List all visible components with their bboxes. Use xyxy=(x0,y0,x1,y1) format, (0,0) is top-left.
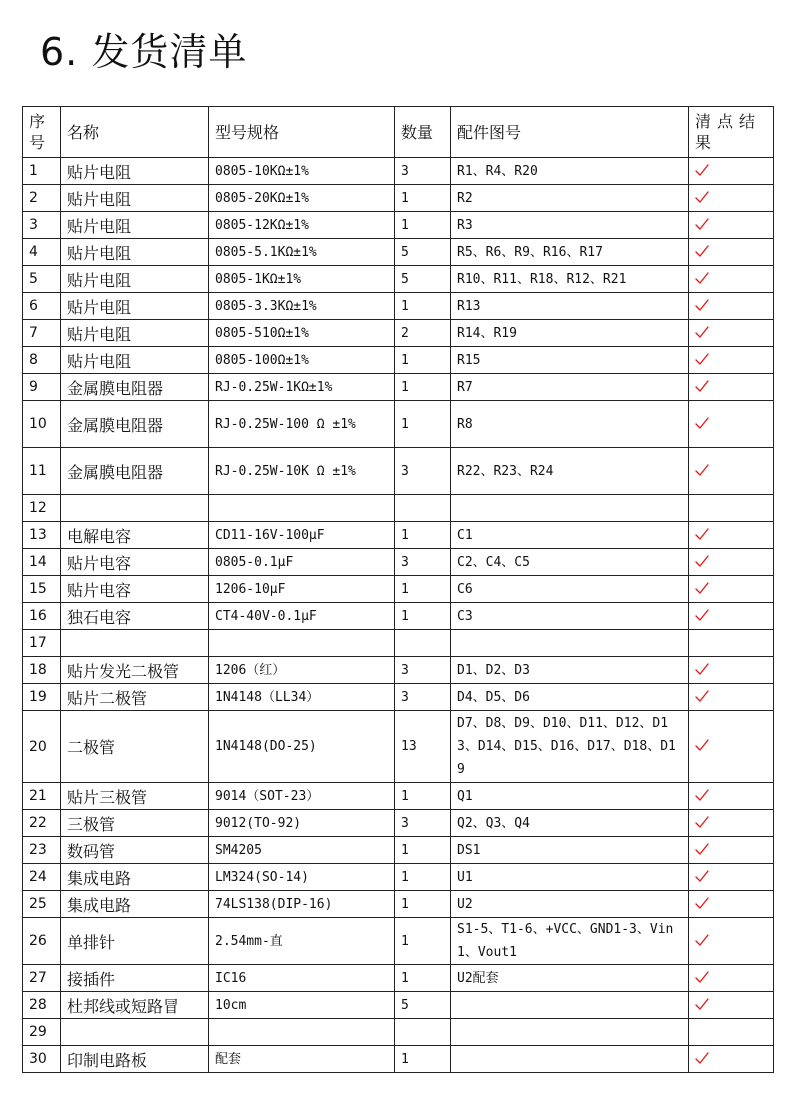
row-check-result xyxy=(689,185,774,212)
checkmark-icon xyxy=(695,271,709,285)
row-index: 12 xyxy=(23,495,61,522)
row-quantity: 3 xyxy=(395,684,451,711)
row-model: 0805-510Ω±1% xyxy=(209,320,395,347)
table-row xyxy=(23,185,774,212)
row-index: 18 xyxy=(23,657,61,684)
row-check-result xyxy=(689,522,774,549)
row-parts: R2 xyxy=(451,185,689,212)
row-model xyxy=(209,1019,395,1046)
row-quantity: 1 xyxy=(395,891,451,918)
row-name: 金属膜电阻器 xyxy=(61,448,209,495)
row-parts: C3 xyxy=(451,603,689,630)
checkmark-icon xyxy=(695,163,709,177)
row-quantity: 1 xyxy=(395,603,451,630)
header-index: 序号 xyxy=(23,107,61,158)
row-model: CT4-40V-0.1μF xyxy=(209,603,395,630)
header-name: 名称 xyxy=(61,107,209,158)
checkmark-icon xyxy=(695,325,709,339)
row-model: 0805-1KΩ±1% xyxy=(209,266,395,293)
checkmark-icon xyxy=(695,1051,709,1065)
row-parts: R15 xyxy=(451,347,689,374)
row-check-result xyxy=(689,320,774,347)
row-index: 29 xyxy=(23,1019,61,1046)
row-quantity: 1 xyxy=(395,783,451,810)
row-parts xyxy=(451,630,689,657)
row-index: 5 xyxy=(23,266,61,293)
table-row xyxy=(23,239,774,266)
row-check-result xyxy=(689,495,774,522)
table-row xyxy=(23,293,774,320)
row-quantity: 1 xyxy=(395,837,451,864)
row-quantity: 3 xyxy=(395,810,451,837)
row-model: SM4205 xyxy=(209,837,395,864)
row-quantity: 1 xyxy=(395,1046,451,1073)
row-parts: U1 xyxy=(451,864,689,891)
row-index: 7 xyxy=(23,320,61,347)
table-row xyxy=(23,1046,774,1073)
row-model: 9012(TO-92) xyxy=(209,810,395,837)
row-quantity: 3 xyxy=(395,158,451,185)
row-name: 贴片电容 xyxy=(61,576,209,603)
row-name: 贴片电阻 xyxy=(61,347,209,374)
row-name: 贴片电阻 xyxy=(61,320,209,347)
checkmark-icon xyxy=(695,527,709,541)
table-row xyxy=(23,522,774,549)
row-quantity: 1 xyxy=(395,576,451,603)
row-model: 0805-20KΩ±1% xyxy=(209,185,395,212)
checkmark-icon xyxy=(695,352,709,366)
row-check-result xyxy=(689,783,774,810)
row-index: 3 xyxy=(23,212,61,239)
table-row xyxy=(23,810,774,837)
checkmark-icon xyxy=(695,933,709,947)
row-index: 9 xyxy=(23,374,61,401)
row-model: 1206（红） xyxy=(209,657,395,684)
row-check-result xyxy=(689,266,774,293)
row-quantity xyxy=(395,1019,451,1046)
row-model xyxy=(209,495,395,522)
row-check-result xyxy=(689,347,774,374)
row-quantity: 1 xyxy=(395,918,451,965)
row-quantity: 1 xyxy=(395,965,451,992)
row-parts: R3 xyxy=(451,212,689,239)
row-model: 1N4148(DO-25) xyxy=(209,711,395,783)
row-name: 贴片电阻 xyxy=(61,239,209,266)
row-check-result xyxy=(689,711,774,783)
table-row xyxy=(23,711,774,783)
row-quantity: 1 xyxy=(395,212,451,239)
checkmark-icon xyxy=(695,869,709,883)
row-index: 2 xyxy=(23,185,61,212)
header-quantity: 数量 xyxy=(395,107,451,158)
row-check-result xyxy=(689,212,774,239)
row-name: 贴片电阻 xyxy=(61,266,209,293)
row-index: 10 xyxy=(23,401,61,448)
row-check-result xyxy=(689,992,774,1019)
row-model: 9014（SOT-23） xyxy=(209,783,395,810)
row-parts xyxy=(451,495,689,522)
table-row xyxy=(23,684,774,711)
row-model: 0805-5.1KΩ±1% xyxy=(209,239,395,266)
row-name: 印制电路板 xyxy=(61,1046,209,1073)
row-check-result xyxy=(689,576,774,603)
checkmark-icon xyxy=(695,997,709,1011)
table-row xyxy=(23,576,774,603)
row-parts xyxy=(451,992,689,1019)
table-row xyxy=(23,603,774,630)
row-index: 20 xyxy=(23,711,61,783)
row-name: 贴片电阻 xyxy=(61,293,209,320)
row-quantity: 13 xyxy=(395,711,451,783)
row-parts: U2 xyxy=(451,891,689,918)
row-check-result xyxy=(689,810,774,837)
table-row xyxy=(23,158,774,185)
row-index: 24 xyxy=(23,864,61,891)
row-model: 10cm xyxy=(209,992,395,1019)
row-parts: R7 xyxy=(451,374,689,401)
row-check-result xyxy=(689,965,774,992)
row-parts: S1-5、T1-6、+VCC、GND1-3、Vin1、Vout1 xyxy=(451,918,689,965)
table-row xyxy=(23,347,774,374)
shipping-list-table xyxy=(22,106,774,1073)
row-name: 二极管 xyxy=(61,711,209,783)
row-check-result xyxy=(689,630,774,657)
checkmark-icon xyxy=(695,463,709,477)
row-parts: R14、R19 xyxy=(451,320,689,347)
row-quantity: 3 xyxy=(395,448,451,495)
row-name: 三极管 xyxy=(61,810,209,837)
checkmark-icon xyxy=(695,896,709,910)
row-parts: U2配套 xyxy=(451,965,689,992)
row-model: 0805-3.3KΩ±1% xyxy=(209,293,395,320)
row-quantity: 1 xyxy=(395,864,451,891)
row-index: 25 xyxy=(23,891,61,918)
row-name: 贴片电阻 xyxy=(61,212,209,239)
checkmark-icon xyxy=(695,970,709,984)
row-check-result xyxy=(689,374,774,401)
row-name xyxy=(61,630,209,657)
row-name: 接插件 xyxy=(61,965,209,992)
table-row xyxy=(23,837,774,864)
table-row xyxy=(23,891,774,918)
row-quantity: 3 xyxy=(395,549,451,576)
table-row xyxy=(23,657,774,684)
row-parts: R13 xyxy=(451,293,689,320)
row-index: 27 xyxy=(23,965,61,992)
row-check-result xyxy=(689,684,774,711)
table-row xyxy=(23,495,774,522)
table-header-row xyxy=(23,107,774,158)
table-row xyxy=(23,374,774,401)
row-index: 26 xyxy=(23,918,61,965)
row-model: 0805-100Ω±1% xyxy=(209,347,395,374)
checkmark-icon xyxy=(695,815,709,829)
row-index: 6 xyxy=(23,293,61,320)
row-parts: Q2、Q3、Q4 xyxy=(451,810,689,837)
table-row xyxy=(23,965,774,992)
row-quantity: 3 xyxy=(395,657,451,684)
checkmark-icon xyxy=(695,842,709,856)
row-name: 集成电路 xyxy=(61,864,209,891)
row-quantity: 1 xyxy=(395,401,451,448)
row-quantity: 1 xyxy=(395,185,451,212)
row-model: RJ-0.25W-1KΩ±1% xyxy=(209,374,395,401)
row-check-result xyxy=(689,891,774,918)
row-name: 金属膜电阻器 xyxy=(61,401,209,448)
row-check-result xyxy=(689,603,774,630)
row-index: 19 xyxy=(23,684,61,711)
row-parts xyxy=(451,1046,689,1073)
row-index: 1 xyxy=(23,158,61,185)
row-name xyxy=(61,1019,209,1046)
checkmark-icon xyxy=(695,190,709,204)
row-parts: C1 xyxy=(451,522,689,549)
table-row xyxy=(23,266,774,293)
row-model: 74LS138(DIP-16) xyxy=(209,891,395,918)
row-quantity: 1 xyxy=(395,374,451,401)
row-index: 4 xyxy=(23,239,61,266)
row-quantity: 2 xyxy=(395,320,451,347)
checkmark-icon xyxy=(695,608,709,622)
row-index: 8 xyxy=(23,347,61,374)
row-model: LM324(SO-14) xyxy=(209,864,395,891)
table-row xyxy=(23,783,774,810)
row-model: 2.54mm-直 xyxy=(209,918,395,965)
row-parts: C2、C4、C5 xyxy=(451,549,689,576)
row-index: 13 xyxy=(23,522,61,549)
row-index: 22 xyxy=(23,810,61,837)
row-name: 贴片电容 xyxy=(61,549,209,576)
row-index: 16 xyxy=(23,603,61,630)
row-quantity: 1 xyxy=(395,293,451,320)
row-check-result xyxy=(689,837,774,864)
row-quantity xyxy=(395,495,451,522)
row-quantity: 1 xyxy=(395,522,451,549)
row-quantity: 5 xyxy=(395,992,451,1019)
row-check-result xyxy=(689,401,774,448)
row-index: 11 xyxy=(23,448,61,495)
row-name: 集成电路 xyxy=(61,891,209,918)
row-parts: R1、R4、R20 xyxy=(451,158,689,185)
row-name: 独石电容 xyxy=(61,603,209,630)
row-name: 金属膜电阻器 xyxy=(61,374,209,401)
row-name: 单排针 xyxy=(61,918,209,965)
row-parts: DS1 xyxy=(451,837,689,864)
row-parts: Q1 xyxy=(451,783,689,810)
row-parts xyxy=(451,1019,689,1046)
row-check-result xyxy=(689,448,774,495)
row-model: 0805-10KΩ±1% xyxy=(209,158,395,185)
row-parts: R10、R11、R18、R12、R21 xyxy=(451,266,689,293)
row-model xyxy=(209,630,395,657)
row-check-result xyxy=(689,918,774,965)
row-model: 1N4148（LL34） xyxy=(209,684,395,711)
row-name: 数码管 xyxy=(61,837,209,864)
table-row xyxy=(23,1019,774,1046)
page-title: 6. 发货清单 xyxy=(40,30,248,74)
table-body xyxy=(23,158,774,1073)
header-check-result: 清点结果 xyxy=(689,107,774,158)
row-check-result xyxy=(689,1046,774,1073)
row-index: 14 xyxy=(23,549,61,576)
checkmark-icon xyxy=(695,689,709,703)
row-index: 17 xyxy=(23,630,61,657)
row-parts: D7、D8、D9、D10、D11、D12、D13、D14、D15、D16、D17、D18、D19 xyxy=(451,711,689,783)
row-parts: R8 xyxy=(451,401,689,448)
row-name: 电解电容 xyxy=(61,522,209,549)
table-row xyxy=(23,549,774,576)
checkmark-icon xyxy=(695,581,709,595)
row-index: 23 xyxy=(23,837,61,864)
row-quantity: 5 xyxy=(395,239,451,266)
table-row xyxy=(23,864,774,891)
checkmark-icon xyxy=(695,379,709,393)
row-name: 贴片发光二极管 xyxy=(61,657,209,684)
row-quantity xyxy=(395,630,451,657)
header-parts: 配件图号 xyxy=(451,107,689,158)
row-quantity: 5 xyxy=(395,266,451,293)
row-check-result xyxy=(689,549,774,576)
row-parts: R22、R23、R24 xyxy=(451,448,689,495)
row-check-result xyxy=(689,1019,774,1046)
table-row xyxy=(23,630,774,657)
row-model: 1206-10μF xyxy=(209,576,395,603)
checkmark-icon xyxy=(695,416,709,430)
row-check-result xyxy=(689,657,774,684)
row-name: 贴片电阻 xyxy=(61,185,209,212)
row-model: IC16 xyxy=(209,965,395,992)
header-model: 型号规格 xyxy=(209,107,395,158)
row-check-result xyxy=(689,293,774,320)
table-row xyxy=(23,401,774,448)
row-model: 配套 xyxy=(209,1046,395,1073)
row-model: 0805-0.1μF xyxy=(209,549,395,576)
row-index: 28 xyxy=(23,992,61,1019)
row-model: 0805-12KΩ±1% xyxy=(209,212,395,239)
row-index: 15 xyxy=(23,576,61,603)
row-check-result xyxy=(689,239,774,266)
row-name: 杜邦线或短路冒 xyxy=(61,992,209,1019)
row-model: RJ-0.25W-100 Ω ±1% xyxy=(209,401,395,448)
table-row xyxy=(23,992,774,1019)
row-parts: D1、D2、D3 xyxy=(451,657,689,684)
row-name: 贴片三极管 xyxy=(61,783,209,810)
row-name: 贴片二极管 xyxy=(61,684,209,711)
checkmark-icon xyxy=(695,298,709,312)
row-parts: R5、R6、R9、R16、R17 xyxy=(451,239,689,266)
row-parts: D4、D5、D6 xyxy=(451,684,689,711)
checkmark-icon xyxy=(695,217,709,231)
table-row xyxy=(23,212,774,239)
row-name: 贴片电阻 xyxy=(61,158,209,185)
row-parts: C6 xyxy=(451,576,689,603)
checkmark-icon xyxy=(695,662,709,676)
table-row xyxy=(23,448,774,495)
row-name xyxy=(61,495,209,522)
checkmark-icon xyxy=(695,554,709,568)
row-model: CD11-16V-100μF xyxy=(209,522,395,549)
checkmark-icon xyxy=(695,788,709,802)
row-model: RJ-0.25W-10K Ω ±1% xyxy=(209,448,395,495)
row-index: 21 xyxy=(23,783,61,810)
row-check-result xyxy=(689,864,774,891)
checkmark-icon xyxy=(695,738,709,752)
checkmark-icon xyxy=(695,244,709,258)
table-row xyxy=(23,320,774,347)
row-quantity: 1 xyxy=(395,347,451,374)
row-check-result xyxy=(689,158,774,185)
table-row xyxy=(23,918,774,965)
row-index: 30 xyxy=(23,1046,61,1073)
